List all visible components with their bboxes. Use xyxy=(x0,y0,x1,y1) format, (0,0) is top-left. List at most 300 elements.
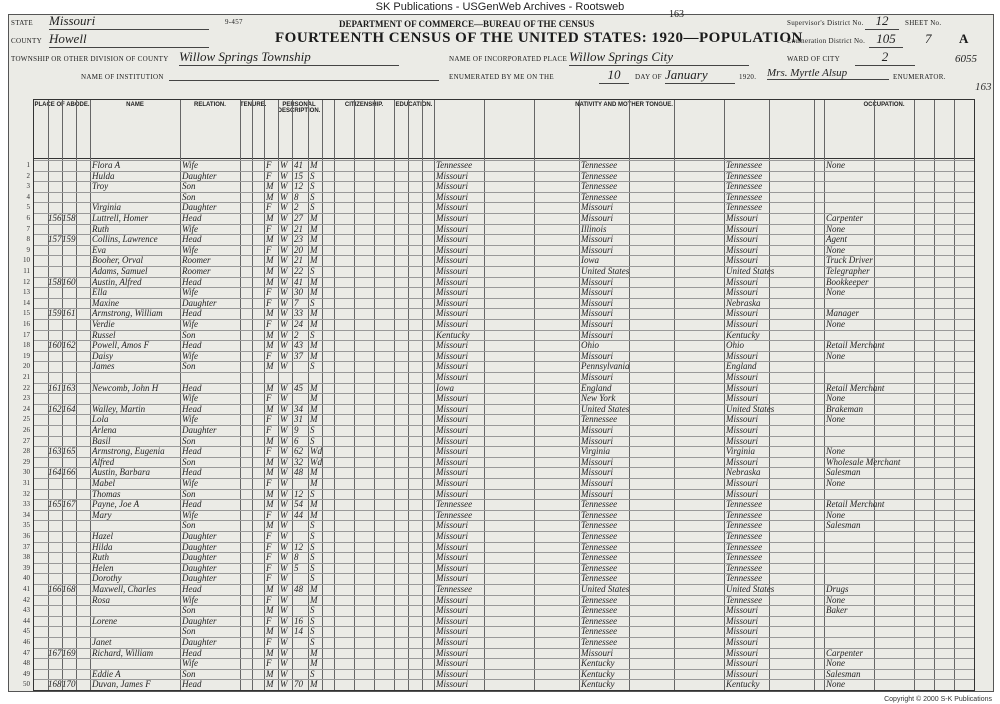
row-divider xyxy=(34,192,974,193)
cell-rel: Son xyxy=(182,181,196,192)
cell-race: W xyxy=(280,329,288,340)
cell-name: Austin, Barbara xyxy=(92,467,151,478)
cell-mb: Missouri xyxy=(726,393,759,404)
cell-birth: Missouri xyxy=(436,467,469,478)
cell-fb: Missouri xyxy=(581,456,614,467)
cell-sex: M xyxy=(266,679,274,690)
year-text: 1920. xyxy=(739,73,757,81)
cell-age: 48 xyxy=(294,584,303,594)
cell-mar: M xyxy=(310,213,318,223)
cell-race: W xyxy=(280,425,288,435)
cell-race: W xyxy=(280,255,288,266)
cell-rel: Son xyxy=(182,668,196,679)
cell-rel: Daughter xyxy=(182,552,217,563)
cell-occ: Truck Driver xyxy=(826,255,873,266)
cell-name: Luttrell, Homer xyxy=(92,213,149,223)
township-value: Willow Springs Township xyxy=(179,49,399,66)
line-number: 2 xyxy=(26,171,30,180)
line-number: 24 xyxy=(23,404,30,413)
cell-age: 8 xyxy=(294,552,299,563)
cell-birth: Missouri xyxy=(436,393,469,404)
cell-birth: Missouri xyxy=(436,425,469,435)
cell-fb: Tennessee xyxy=(581,191,618,202)
line-number: 7 xyxy=(26,224,30,233)
cell-mb: Missouri xyxy=(726,287,759,298)
cell-rel: Head xyxy=(182,234,202,245)
cell-age: 7 xyxy=(294,297,299,308)
line-number: 45 xyxy=(23,627,30,636)
cell-name: Hazel xyxy=(92,531,113,541)
cell-mb: Tennessee xyxy=(726,520,763,531)
cell-mb: Virginia xyxy=(726,446,755,457)
cell-fb: Tennessee xyxy=(581,499,618,510)
cell-race: W xyxy=(280,160,288,170)
cell-name: Richard, William xyxy=(92,647,154,658)
cell-sex: M xyxy=(266,340,274,351)
cell-sex: M xyxy=(266,584,274,594)
cell-age: 23 xyxy=(294,234,303,245)
corner-note: 6055 xyxy=(955,53,977,65)
cell-dwell: 165 xyxy=(48,499,62,510)
cell-occ: Drugs xyxy=(826,584,849,594)
cell-sex: M xyxy=(266,499,274,510)
cell-mar: S xyxy=(310,626,315,637)
cell-mb: Missouri xyxy=(726,488,759,499)
cell-sex: M xyxy=(266,191,274,202)
cell-fam: 162 xyxy=(62,340,76,351)
cell-birth: Iowa xyxy=(436,382,454,393)
cell-mar: M xyxy=(310,382,318,393)
cell-name: Collins, Lawrence xyxy=(92,234,158,245)
enumerated-label: ENUMERATED BY ME ON THE xyxy=(449,73,554,81)
cell-sex: M xyxy=(266,626,274,637)
cell-name: Hulda xyxy=(92,170,115,181)
cell-rel: Son xyxy=(182,626,196,637)
cell-mb: Missouri xyxy=(726,425,759,435)
cell-rel: Daughter xyxy=(182,573,217,584)
cell-race: W xyxy=(280,668,288,679)
cell-occ: None xyxy=(826,319,845,329)
cell-age: 6 xyxy=(294,435,299,446)
enumerator-name: Mrs. Myrtle Alsup xyxy=(767,67,889,80)
cell-name: Maxine xyxy=(92,297,119,308)
cell-sex: F xyxy=(266,202,272,213)
cell-rel: Head xyxy=(182,340,202,351)
line-number: 4 xyxy=(26,192,30,201)
cell-mb: Missouri xyxy=(726,223,759,234)
cell-race: W xyxy=(280,658,288,669)
cell-rel: Son xyxy=(182,435,196,446)
cell-mar: S xyxy=(310,541,315,552)
cell-race: W xyxy=(280,223,288,234)
line-number: 23 xyxy=(23,394,30,403)
ward-label: WARD OF CITY xyxy=(787,55,840,63)
cell-fb: Tennessee xyxy=(581,626,618,637)
line-number: 11 xyxy=(23,267,30,275)
cell-name: Adams, Samuel xyxy=(92,266,148,276)
cell-mar: S xyxy=(310,266,315,276)
cell-mar: M xyxy=(310,679,318,690)
cell-birth: Missouri xyxy=(436,488,469,499)
cell-sex: M xyxy=(266,181,274,192)
cell-mar: S xyxy=(310,615,315,626)
cell-mb: United States xyxy=(726,584,775,594)
cell-mb: Ohio xyxy=(726,340,744,351)
cell-dwell: 158 xyxy=(48,276,62,287)
cell-mb: Tennessee xyxy=(726,202,763,213)
cell-rel: Wife xyxy=(182,319,198,329)
cell-mb: Tennessee xyxy=(726,552,763,563)
cell-sex: F xyxy=(266,594,272,605)
cell-rel: Head xyxy=(182,308,202,319)
cell-mar: S xyxy=(310,425,315,435)
cell-name: Hilda xyxy=(92,541,113,552)
line-number: 49 xyxy=(23,669,30,678)
cell-mar: M xyxy=(310,467,318,478)
cell-rel: Daughter xyxy=(182,562,217,573)
line-number: 14 xyxy=(23,298,30,307)
state-label: STATE xyxy=(11,19,33,27)
cell-occ: Salesman xyxy=(826,467,861,478)
cell-age: 20 xyxy=(294,244,303,255)
cell-mar: S xyxy=(310,435,315,446)
cell-dwell: 167 xyxy=(48,647,62,658)
line-number: 26 xyxy=(23,426,30,434)
cell-mb: United States xyxy=(726,403,775,414)
cell-name: Daisy xyxy=(92,350,113,361)
cell-fb: Tennessee xyxy=(581,562,618,573)
cell-dwell: 166 xyxy=(48,584,62,594)
cell-fam: 163 xyxy=(62,382,76,393)
line-number: 13 xyxy=(23,288,30,297)
cell-fb: Ohio xyxy=(581,340,599,351)
cell-mar: S xyxy=(310,329,315,340)
cell-birth: Tennessee xyxy=(436,509,473,520)
cell-mar: M xyxy=(310,160,318,170)
cell-mar: S xyxy=(310,488,315,499)
cell-mar: S xyxy=(310,181,315,192)
cell-sex: F xyxy=(266,170,272,181)
row-divider xyxy=(34,372,974,373)
cell-fb: Missouri xyxy=(581,287,614,298)
cell-birth: Missouri xyxy=(436,615,469,626)
census-sheet xyxy=(8,9,994,692)
cell-mb: Missouri xyxy=(726,244,759,255)
cell-sex: M xyxy=(266,213,274,223)
cell-birth: Missouri xyxy=(436,170,469,181)
cell-sex: M xyxy=(266,382,274,393)
cell-fam: 158 xyxy=(62,213,76,223)
cell-mb: Tennessee xyxy=(726,191,763,202)
cell-mb: Kentucky xyxy=(726,329,760,340)
cell-mar: M xyxy=(310,244,318,255)
cell-name: Duvan, James F xyxy=(92,679,151,690)
line-number: 40 xyxy=(23,574,30,583)
cell-mar: M xyxy=(310,308,318,319)
cell-rel: Daughter xyxy=(182,425,217,435)
cell-name: Rosa xyxy=(92,594,110,605)
cell-birth: Kentucky xyxy=(436,329,470,340)
cell-fb: Tennessee xyxy=(581,541,618,552)
supervisor-label: Supervisor's District No. xyxy=(787,19,864,27)
cell-age: 16 xyxy=(294,615,303,626)
cell-mar: S xyxy=(310,297,315,308)
cell-mb: Missouri xyxy=(726,308,759,319)
cell-fb: Tennessee xyxy=(581,605,618,616)
cell-race: W xyxy=(280,266,288,276)
cell-birth: Missouri xyxy=(436,573,469,584)
cell-rel: Wife xyxy=(182,509,198,520)
line-number: 39 xyxy=(23,563,30,572)
cell-rel: Daughter xyxy=(182,615,217,626)
cell-name: Walley, Martin xyxy=(92,403,146,414)
cell-age: 62 xyxy=(294,446,303,457)
cell-name: Lola xyxy=(92,414,109,425)
cell-age: 37 xyxy=(294,350,303,361)
cell-birth: Missouri xyxy=(436,637,469,647)
cell-sex: F xyxy=(266,541,272,552)
cell-occ: None xyxy=(826,287,845,298)
ed-value: 105 xyxy=(869,31,903,48)
cell-birth: Tennessee xyxy=(436,160,473,170)
cell-birth: Missouri xyxy=(436,594,469,605)
cell-birth: Missouri xyxy=(436,552,469,563)
cell-birth: Missouri xyxy=(436,541,469,552)
cell-mb: Tennessee xyxy=(726,531,763,541)
cell-fb: United States xyxy=(581,403,630,414)
cell-birth: Missouri xyxy=(436,340,469,351)
cell-fb: Missouri xyxy=(581,425,614,435)
line-number: 10 xyxy=(23,256,30,265)
cell-mar: S xyxy=(310,605,315,616)
cell-age: 30 xyxy=(294,287,303,298)
cell-name: Maxwell, Charles xyxy=(92,584,156,594)
cell-name: Mabel xyxy=(92,478,115,488)
cell-sex: F xyxy=(266,350,272,361)
line-number: 18 xyxy=(23,341,30,350)
cell-age: 33 xyxy=(294,308,303,319)
cell-rel: Son xyxy=(182,361,196,372)
cell-mar: S xyxy=(310,552,315,563)
cell-birth: Tennessee xyxy=(436,499,473,510)
cell-race: W xyxy=(280,615,288,626)
cell-age: 14 xyxy=(294,626,303,637)
cell-rel: Wife xyxy=(182,414,198,425)
cell-sex: M xyxy=(266,467,274,478)
cell-dwell: 164 xyxy=(48,467,62,478)
cell-mb: Missouri xyxy=(726,605,759,616)
line-number: 38 xyxy=(23,553,30,562)
cell-age: 12 xyxy=(294,541,303,552)
cell-birth: Missouri xyxy=(436,361,469,372)
cell-mb: Tennessee xyxy=(726,509,763,520)
ward-value: 2 xyxy=(855,49,915,66)
cell-birth: Missouri xyxy=(436,350,469,361)
line-number: 6 xyxy=(26,214,30,222)
cell-name: Newcomb, John H xyxy=(92,382,159,393)
cell-sex: F xyxy=(266,446,272,457)
cell-sex: F xyxy=(266,478,272,488)
line-number: 50 xyxy=(23,680,30,689)
cell-occ: Retail Merchant xyxy=(826,382,885,393)
sheet-label: SHEET No. xyxy=(905,19,942,27)
cell-age: 5 xyxy=(294,562,299,573)
cell-birth: Tennessee xyxy=(436,584,473,594)
cell-race: W xyxy=(280,181,288,192)
cell-mb: Missouri xyxy=(726,668,759,679)
line-number: 12 xyxy=(23,277,30,286)
row-divider xyxy=(34,626,974,627)
cell-rel: Head xyxy=(182,446,202,457)
cell-fb: Tennessee xyxy=(581,552,618,563)
cell-mar: M xyxy=(310,658,318,669)
cell-birth: Missouri xyxy=(436,531,469,541)
cell-rel: Son xyxy=(182,488,196,499)
cell-sex: F xyxy=(266,223,272,234)
cell-mar: S xyxy=(310,573,315,584)
cell-mar: M xyxy=(310,234,318,245)
cell-race: W xyxy=(280,308,288,319)
line-number: 27 xyxy=(23,436,30,445)
cell-birth: Missouri xyxy=(436,456,469,467)
cell-fb: Virginia xyxy=(581,446,610,457)
place-label: NAME OF INCORPORATED PLACE xyxy=(449,55,568,63)
cell-rel: Wife xyxy=(182,287,198,298)
cell-fb: Tennessee xyxy=(581,160,618,170)
cell-sex: F xyxy=(266,414,272,425)
cell-race: W xyxy=(280,276,288,287)
cell-birth: Missouri xyxy=(436,446,469,457)
cell-birth: Missouri xyxy=(436,266,469,276)
cell-mb: Tennessee xyxy=(726,170,763,181)
line-number: 3 xyxy=(26,182,30,191)
cell-fb: Illinois xyxy=(581,223,607,234)
cell-mar: S xyxy=(310,170,315,181)
cell-rel: Head xyxy=(182,467,202,478)
line-number: 37 xyxy=(23,542,30,551)
cell-race: W xyxy=(280,573,288,584)
cell-mar: S xyxy=(310,202,315,213)
cell-dwell: 163 xyxy=(48,446,62,457)
cell-rel: Son xyxy=(182,520,196,531)
cell-occ: Manager xyxy=(826,308,859,319)
cell-fb: Kentucky xyxy=(581,679,615,690)
cell-mb: Missouri xyxy=(726,319,759,329)
cell-mb: Missouri xyxy=(726,414,759,425)
cell-sex: M xyxy=(266,308,274,319)
cell-occ: None xyxy=(826,478,845,488)
cell-fb: Tennessee xyxy=(581,615,618,626)
cell-fb: Missouri xyxy=(581,478,614,488)
cell-mb: Missouri xyxy=(726,350,759,361)
cell-race: W xyxy=(280,287,288,298)
page-number: 163 xyxy=(669,9,684,20)
cell-mb: Missouri xyxy=(726,255,759,266)
cell-rel: Son xyxy=(182,329,196,340)
cell-sex: M xyxy=(266,520,274,531)
cell-mar: S xyxy=(310,668,315,679)
cell-mb: United States xyxy=(726,266,775,276)
line-number: 8 xyxy=(26,235,30,244)
cell-mb: Missouri xyxy=(726,276,759,287)
cell-fb: Missouri xyxy=(581,276,614,287)
cell-fb: Tennessee xyxy=(581,520,618,531)
cell-race: W xyxy=(280,499,288,510)
cell-rel: Daughter xyxy=(182,637,217,647)
cell-occ: Retail Merchant xyxy=(826,340,885,351)
cell-name: Janet xyxy=(92,637,112,647)
line-number: 33 xyxy=(23,500,30,509)
cell-birth: Missouri xyxy=(436,647,469,658)
column-headers xyxy=(34,100,974,159)
cell-fb: Kentucky xyxy=(581,668,615,679)
cell-sex: M xyxy=(266,456,274,467)
census-row xyxy=(23,679,974,691)
cell-mb: Missouri xyxy=(726,456,759,467)
cell-name: Verdie xyxy=(92,319,115,329)
cell-rel: Son xyxy=(182,191,196,202)
cell-fb: Missouri xyxy=(581,488,614,499)
cell-fam: 170 xyxy=(62,679,76,690)
line-number: 15 xyxy=(23,309,30,318)
cell-occ: Salesman xyxy=(826,520,861,531)
cell-race: W xyxy=(280,170,288,181)
cell-birth: Missouri xyxy=(436,213,469,223)
institution-value xyxy=(169,70,439,81)
cell-name: Eva xyxy=(92,244,106,255)
cell-name: Armstrong, Eugenia xyxy=(92,446,165,457)
cell-occ: None xyxy=(826,160,845,170)
cell-mar: M xyxy=(310,414,318,425)
cell-mar: M xyxy=(310,319,318,329)
cell-fb: Missouri xyxy=(581,202,614,213)
cell-rel: Wife xyxy=(182,350,198,361)
section-occupation: OCCUPATION. xyxy=(863,102,905,108)
sheet-value: 7 xyxy=(925,31,932,46)
cell-race: W xyxy=(280,393,288,404)
cell-age: 41 xyxy=(294,276,303,287)
cell-race: W xyxy=(280,467,288,478)
cell-rel: Roomer xyxy=(182,266,211,276)
cell-mar: M xyxy=(310,499,318,510)
cell-occ: Brakeman xyxy=(826,403,863,414)
cell-name: Mary xyxy=(92,509,112,520)
cell-fb: Tennessee xyxy=(581,509,618,520)
cell-race: W xyxy=(280,403,288,414)
cell-birth: Missouri xyxy=(436,562,469,573)
cell-mar: S xyxy=(310,191,315,202)
section-citizenship: CITIZENSHIP. xyxy=(344,102,384,108)
line-number: 9 xyxy=(26,245,30,254)
cell-mb: Missouri xyxy=(726,382,759,393)
cell-occ: Baker xyxy=(826,605,848,616)
cell-rel: Wife xyxy=(182,658,198,669)
cell-birth: Missouri xyxy=(436,478,469,488)
cell-sex: F xyxy=(266,297,272,308)
cell-race: W xyxy=(280,456,288,467)
county-value: Howell xyxy=(49,31,209,48)
cell-mb: Tennessee xyxy=(726,181,763,192)
cell-mb: Missouri xyxy=(726,234,759,245)
cell-fb: Pennsylvania xyxy=(581,361,630,372)
cell-mar: S xyxy=(310,520,315,531)
cell-name: Alfred xyxy=(92,456,115,467)
cell-occ: None xyxy=(826,223,845,234)
cell-race: W xyxy=(280,350,288,361)
cell-mb: Tennessee xyxy=(726,541,763,552)
cell-sex: M xyxy=(266,605,274,616)
section-education: EDUCATION. xyxy=(395,102,433,108)
